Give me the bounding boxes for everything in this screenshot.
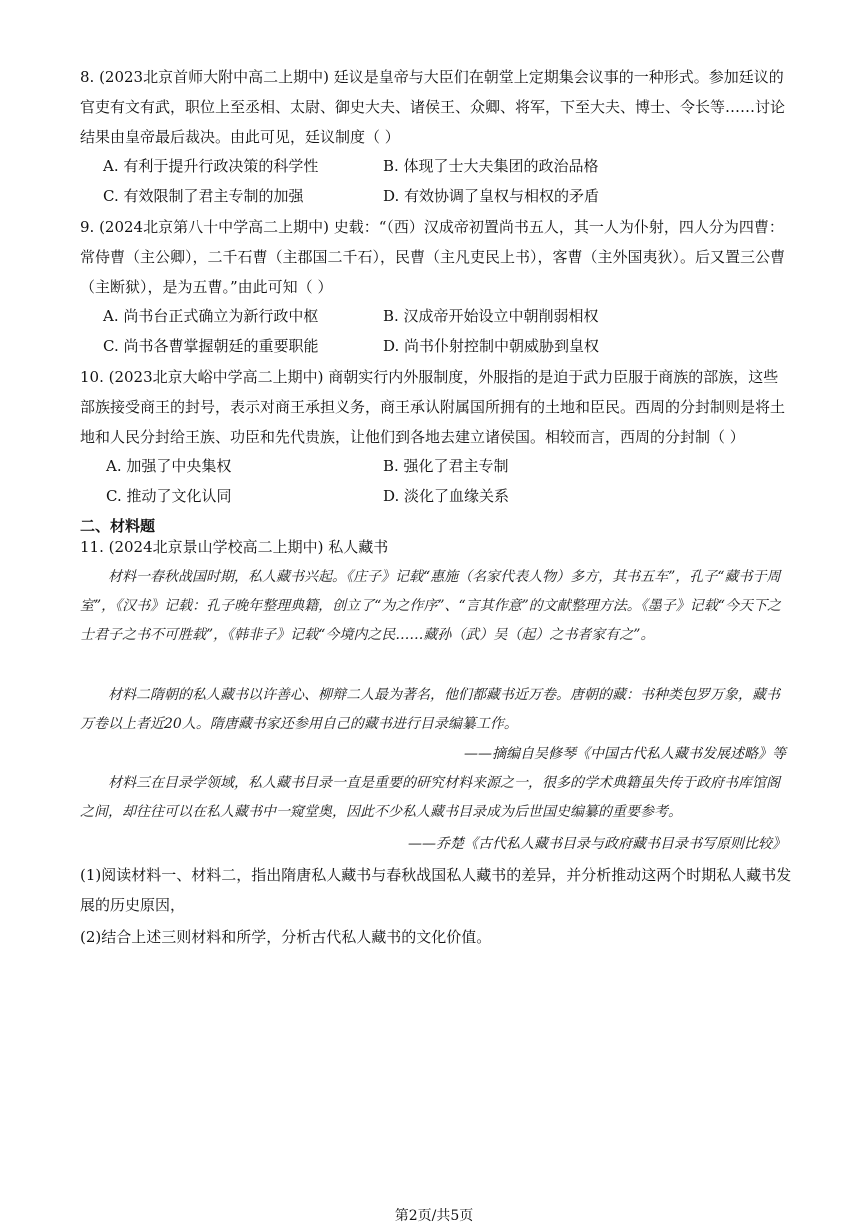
material-2-text: 材料二隋朝的私人藏书以许善心、柳辩二人最为著名，他们都藏书近万卷。唐朝的藏：书种类包罗万象，藏书万卷以上者近20人。隋唐藏书家还参用自己的藏书进行目录编纂工作。	[80, 687, 780, 732]
page-number: 第2页/共5页	[394, 1208, 474, 1224]
material-2	[80, 681, 792, 739]
question-10-stem: 10. (2023北京大峪中学高二上期中) 商朝实行内外服制度，外服指的是迫于武力臣服于商族的部族，这些部族接受商王的封号，表示对商王承担义务，商王承认附属国所拥有的土地和臣民。西周的分封制则是将土地和人民分封给王族、功臣和先代贵族，让他们到各地去建立诸侯国。相较而言，西周的分封制（ ）	[80, 368, 786, 446]
q8-option-a: A. 有利于提升行政决策的科学性	[103, 157, 319, 175]
q10-option-a: A. 加强了中央集权	[106, 457, 232, 475]
q10-option-b: B. 强化了君主专制	[383, 457, 509, 475]
question-8	[80, 62, 792, 152]
q10-option-c: C. 推动了文化认同	[106, 487, 232, 505]
question-8-stem: 8. (2023北京首师大附中高二上期中) 廷议是皇帝与大臣们在朝堂上定期集会议事的一种形式。参加廷议的官吏有文有武，职位上至丞相、太尉、御史大夫、诸侯王、众卿、将军，下至大夫、博士、令长等……讨论结果由皇帝最后裁决。由此可见，廷议制度（ ）	[80, 68, 786, 146]
question-9	[80, 212, 792, 302]
q9-option-d: D. 尚书仆射控制中朝威胁到皇权	[383, 337, 600, 355]
material-1	[80, 563, 792, 650]
material-3	[80, 769, 792, 827]
q8-option-c: C. 有效限制了君主专制的加强	[103, 187, 304, 205]
material-1-text: 材料一春秋战国时期，私人藏书兴起。《庄子》记载“惠施（名家代表人物）多方，其书五车”，孔子“藏书于周室”，《汉书》记载：孔子晚年整理典籍，创立了“为之作序”、“言其作意”的文献整理方法。《墨子》记载“今天下之士君子之书不可胜载”，《韩非子》记载“今境内之民……藏孙（武）吴（起）之书者家有之”。	[80, 569, 781, 643]
material-3-text: 材料三在目录学领域，私人藏书目录一直是重要的研究材料来源之一，很多的学术典籍虽失传于政府书库馆阁之间，却往往可以在私人藏书中一窥堂奥，因此不少私人藏书目录成为后世国史编纂的重要参考。	[80, 775, 780, 820]
q10-option-d: D. 淡化了血缘关系	[383, 487, 510, 505]
question-11-title-text: 11. (2024北京景山学校高二上期中) 私人藏书	[80, 538, 389, 556]
subquestion-1-text: (1)阅读材料一、材料二，指出隋唐私人藏书与春秋战国私人藏书的差异，并分析推动这两个时期私人藏书发展的历史原因，	[80, 866, 792, 914]
subquestion-2-text: (2)结合上述三则材料和所学，分析古代私人藏书的文化价值。	[80, 928, 492, 946]
q9-option-b: B. 汉成帝开始设立中朝削弱相权	[383, 307, 599, 325]
material-2-source: ——摘编自吴修琴《中国古代私人藏书发展述略》等	[464, 746, 786, 762]
q9-option-a: A. 尚书台正式确立为新行政中枢	[103, 307, 319, 325]
subquestion-1	[80, 860, 792, 920]
question-10	[80, 362, 792, 452]
question-9-stem: 9. (2024北京第八十中学高二上期中) 史载：“（西）汉成帝初置尚书五人，其一人为仆射，四人分为四曹：常侍曹（主公卿），二千石曹（主郡国二千石），民曹（主凡吏民上书），客曹（主外国夷狄）。后又置三公曹（主断狱），是为五曹。”由此可知（ ）	[80, 218, 786, 296]
q9-option-c: C. 尚书各曹掌握朝廷的重要职能	[103, 337, 319, 355]
section-heading: 二、材料题	[80, 517, 156, 535]
q8-option-d: D. 有效协调了皇权与相权的矛盾	[383, 187, 600, 205]
question-11-title	[80, 532, 792, 562]
q8-option-b: B. 体现了士大夫集团的政治品格	[383, 157, 599, 175]
subquestion-2	[80, 922, 792, 952]
material-3-source: ——乔楚《古代私人藏书目录与政府藏书目录书写原则比较》	[408, 836, 786, 852]
